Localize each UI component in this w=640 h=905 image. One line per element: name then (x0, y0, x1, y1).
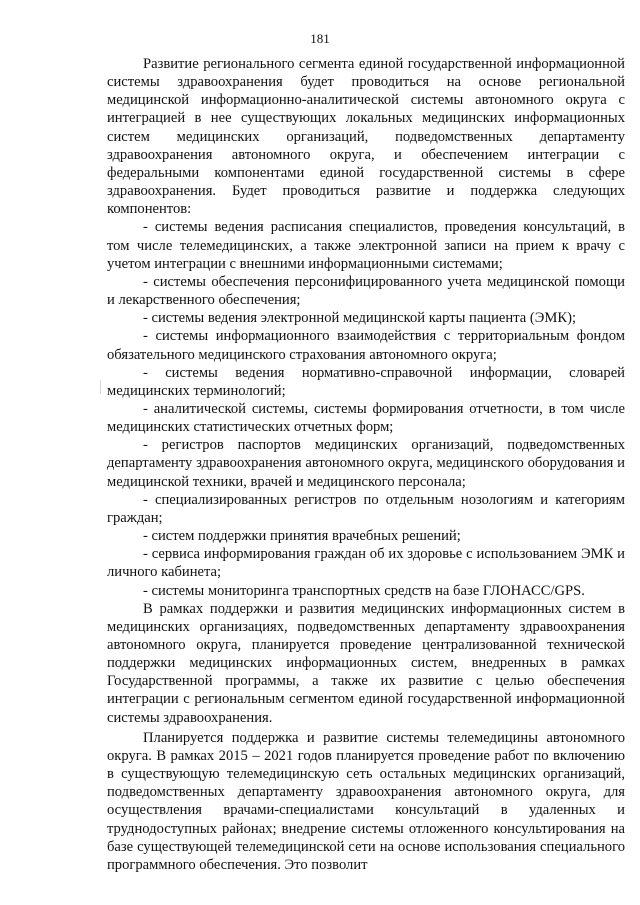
paragraph-regional-segment: Развитие регионального сегмента единой государственной информационной системы здравоохранения будет проводиться на основе региональной медицинской информационно-аналитической системы автономного округа с интеграцией в нее существующих локальных медицинских информационных систем медицинских организаций, подведомственных департаменту здравоохранения автономного округа, и обеспечением интеграции с федеральными компонентами единой государственной системы в сфере здравоохранения. Будет проводиться развитие и поддержка следующих компонентов: (107, 56, 625, 218)
page-number: 181 (310, 31, 330, 46)
list-item-personalized-accounting: - системы обеспечения персонифицированного учета медицинской помощи и лекарственного обеспечения; (107, 273, 625, 309)
list-item-specialized-registers: - специализированных регистров по отдельным нозологиям и категориям граждан; (107, 491, 625, 526)
paragraph-telemedicine: Планируется поддержка и развитие системы телемедицины автономного округа. В рамках 2015 – 2021 годов планируется проведение работ по включению в существующую телемедицинскую сеть остальных медицинских организаций, подведомственных департаменту здравоохранения автономного округа, для осуществления врачами-специалистами консультаций в удаленных и труднодоступных районах; внедрение системы отложенного консультирования на базе существующей телемедицинской сети на основе использования специального программного обеспечения. Это позволит (107, 729, 625, 873)
list-item-electronic-medical-record: - системы ведения электронной медицинской карты пациента (ЭМК); (143, 310, 577, 327)
document-body (107, 55, 625, 874)
paragraph-technical-support: В рамках поддержки и развития медицинских информационных систем в медицинских организациях, подведомственных департаменту здравоохранения автономного округа, планируется проведение централизованной технической поддержки медицинских информационных систем, внедренных в рамках Государственной программы, а также их развитие с целью обеспечения интеграции с региональным сегментом единой государственной информационной системы здравоохранения. (107, 600, 625, 726)
list-item-citizen-information-service: - сервиса информирования граждан об их здоровье с использованием ЭМК и личного кабинета; (107, 546, 625, 581)
list-item-decision-support: - систем поддержки принятия врачебных решений; (143, 528, 461, 545)
list-item-analytics-reporting: - аналитической системы, системы формирования отчетности, в том числе медицинских статистических отчетных форм; (107, 400, 625, 436)
scan-artifact-mark (100, 380, 101, 394)
list-item-reference-information: - системы ведения нормативно-справочной информации, словарей медицинских терминологий; (107, 364, 625, 399)
list-item-passport-registers: - регистров паспортов медицинских организаций, подведомственных департаменту здравоохранения автономного округа, медицинского оборудования и медицинской техники, врачей и медицинского персонала; (107, 437, 625, 490)
list-item-scheduling: - системы ведения расписания специалистов, проведения консультаций, в том числе телемедицинских, а также электронной записи на прием к врачу с учетом интеграции с внешними информационными системами; (107, 219, 625, 272)
list-item-insurance-fund-interaction: - системы информационного взаимодействия с территориальным фондом обязательного медицинского страхования автономного округа; (107, 328, 625, 363)
list-item-vehicle-monitoring: - системы мониторинга транспортных средств на базе ГЛОНАСС/GPS. (143, 582, 585, 599)
